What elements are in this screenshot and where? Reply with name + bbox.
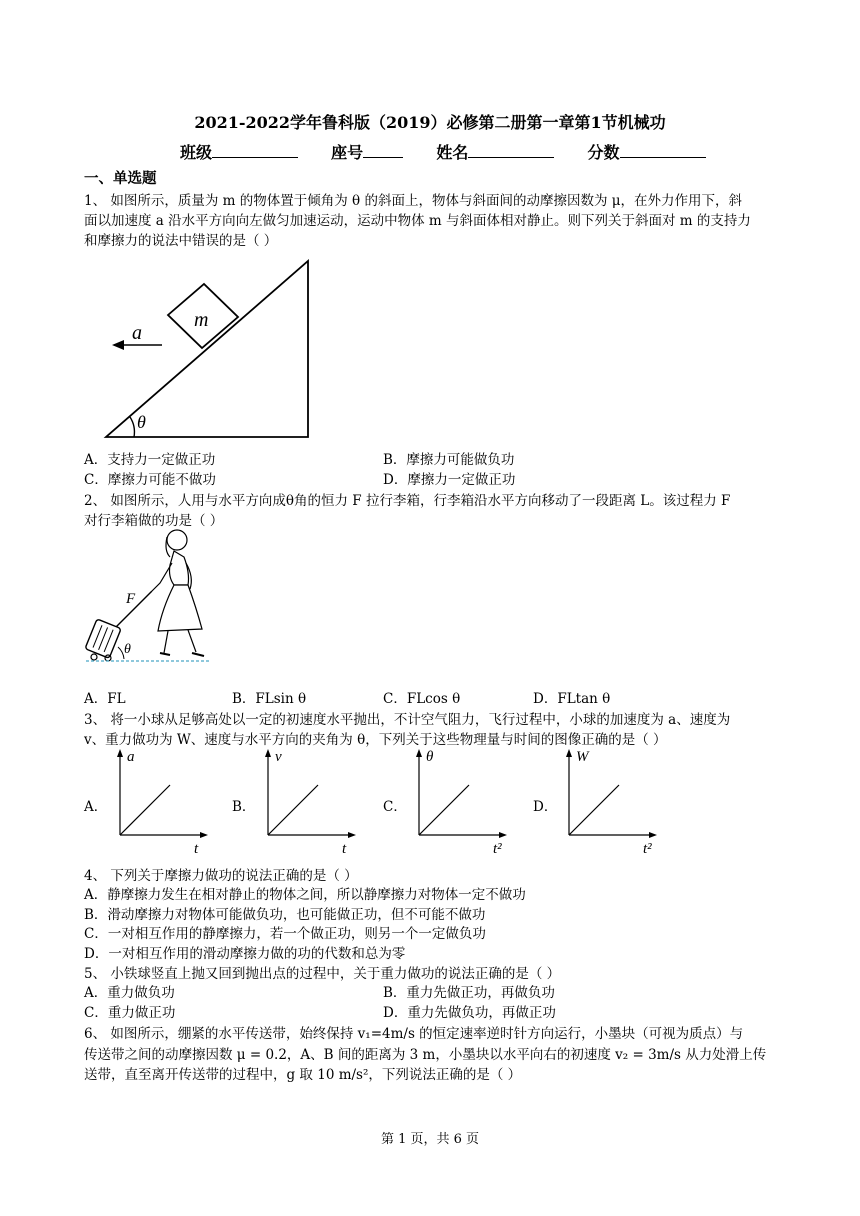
q3-option-label: C． [383, 799, 407, 815]
y-axis-arrowhead [566, 749, 572, 757]
q1-option-d: D．摩擦力一定做正功 [383, 472, 516, 488]
x-axis-label: t² [493, 841, 502, 857]
q5-option-c: C．重力做正功 [84, 1005, 176, 1021]
q1-option-a: A．支持力一定做正功 [84, 452, 216, 468]
force-label: F [126, 591, 136, 607]
q1-stem-line1: 1、 如图所示，质量为 m 的物体置于倾角为 θ 的斜面上，物体与斜面间的动摩擦因数为 μ，在外力作用下，斜 [84, 193, 743, 209]
q5-stem: 5、 小铁球竖直上抛又回到抛出点的过程中，关于重力做功的说法正确的是（ ） [84, 966, 561, 982]
section-heading: 一、单选题 [84, 170, 157, 187]
x-axis-arrowhead [649, 832, 657, 838]
q2-stem-line2: 对行李箱做的功是（ ） [84, 513, 224, 529]
score-label: 分数 [587, 143, 620, 162]
y-axis-label: v [275, 749, 282, 765]
q6-stem-line2: 传送带之间的动摩擦因数 μ = 0.2，A、B 间的距离为 3 m，小墨块以水平向右的初速度 v₂ = 3m/s 从力处滑上传 [84, 1047, 767, 1063]
q3-option-label: B． [232, 799, 256, 815]
q3-stem-line2: v、重力做功为 W、速度与水平方向的夹角为 θ，下列关于这些物理量与时间的图像正确的是（ ） [84, 732, 667, 748]
x-axis-label: t² [643, 841, 652, 857]
seat-blank [363, 141, 403, 158]
x-axis-label: t [342, 841, 347, 857]
q5-option-a: A．重力做负功 [84, 985, 175, 1001]
q3-option-label: D． [533, 799, 558, 815]
incline-figure [100, 255, 320, 440]
class-label: 班级 [180, 143, 213, 162]
woman-torso [170, 551, 189, 585]
q2-option-c: C．FLcos θ [383, 691, 461, 707]
q1-stem-line2: 面以加速度 a 沿水平方向向左做匀加速运动，运动中物体 m 与斜面体相对静止。则下列关于斜面对 m 的支持力 [84, 213, 751, 229]
page-title: 2021-2022学年鲁科版（2019）必修第二册第一章第1节机械功 [194, 113, 666, 132]
q3-graph [262, 747, 362, 857]
luggage-figure [84, 527, 214, 665]
q3-graph [563, 747, 663, 857]
y-axis-label: a [127, 749, 135, 765]
q1-stem-line3: 和摩擦力的说法中错误的是（ ） [84, 233, 278, 249]
q3-graph [114, 747, 214, 857]
q6-stem-line1: 6、 如图所示，绷紧的水平传送带，始终保持 v₁=4m/s 的恒定速率逆时针方向运行，小墨块（可视为质点）与 [84, 1026, 744, 1042]
q5-option-d: D．重力先做负功，再做正功 [383, 1005, 556, 1021]
q3-stem-line1: 3、 将一小球从足够高处以一定的初速度水平抛出，不计空气阻力，飞行过程中，小球的加速度为 a、速度为 [84, 712, 731, 728]
q5-option-b: B．重力先做正功，再做负功 [383, 985, 555, 1001]
q2-option-b: B．FLsin θ [232, 691, 307, 707]
student-info-line [180, 140, 706, 163]
graph-line [120, 785, 170, 835]
q2-option-a: A．FL [84, 691, 126, 707]
angle-label-theta: θ [124, 642, 131, 657]
x-axis-label: t [194, 841, 199, 857]
page-footer: 第 1 页，共 6 页 [380, 1132, 480, 1147]
q6-stem-line3: 送带，直至离开传送带的过程中，g 取 10 m/s²，下列说法正确的是（ ） [84, 1067, 522, 1083]
graph-line [268, 785, 318, 835]
x-axis-arrowhead [200, 832, 208, 838]
y-axis-arrowhead [265, 749, 271, 757]
angle-label: θ [137, 412, 146, 432]
q3-graph [413, 747, 513, 857]
q1-option-c: C．摩擦力可能不做功 [84, 472, 216, 488]
woman-arm [152, 563, 172, 591]
y-axis-label: W [576, 749, 589, 765]
q2-option-d: D．FLtan θ [533, 691, 611, 707]
seat-label: 座号 [331, 143, 364, 162]
mass-label: m [194, 309, 209, 331]
q1-option-b: B．摩擦力可能做负功 [383, 452, 515, 468]
graph-line [419, 785, 469, 835]
score-blank [620, 141, 706, 158]
woman-head [167, 530, 187, 550]
name-label: 姓名 [436, 143, 469, 162]
y-axis-arrowhead [117, 749, 123, 757]
accel-label: a [132, 322, 142, 344]
q4-option-b: B．滑动摩擦力对物体可能做负功，也可能做正功，但不可能不做功 [84, 907, 486, 923]
q4-option-a: A．静摩擦力发生在相对静止的物体之间，所以静摩擦力对物体一定不做功 [84, 887, 526, 903]
y-axis-label: θ [426, 749, 434, 765]
graph-line [569, 785, 619, 835]
angle-arc [130, 417, 134, 437]
q3-option-label: A． [84, 799, 108, 815]
y-axis-arrowhead [416, 749, 422, 757]
woman-skirt [158, 585, 202, 631]
q4-stem: 4、 下列关于摩擦力做功的说法正确的是（ ） [84, 868, 358, 884]
x-axis-arrowhead [348, 832, 356, 838]
q4-option-c: C．一对相互作用的静摩擦力，若一个做正功，则另一个一定做负功 [84, 926, 486, 942]
class-blank [212, 141, 298, 158]
name-blank [468, 141, 554, 158]
accel-arrowhead [112, 340, 124, 350]
q2-stem-line1: 2、 如图所示，人用与水平方向成θ角的恒力 F 拉行李箱，行李箱沿水平方向移动了一段距离 L。该过程力 F [84, 493, 731, 509]
q4-option-d: D．一对相互作用的滑动摩擦力做的功的代数和总为零 [84, 946, 406, 962]
x-axis-arrowhead [499, 832, 507, 838]
